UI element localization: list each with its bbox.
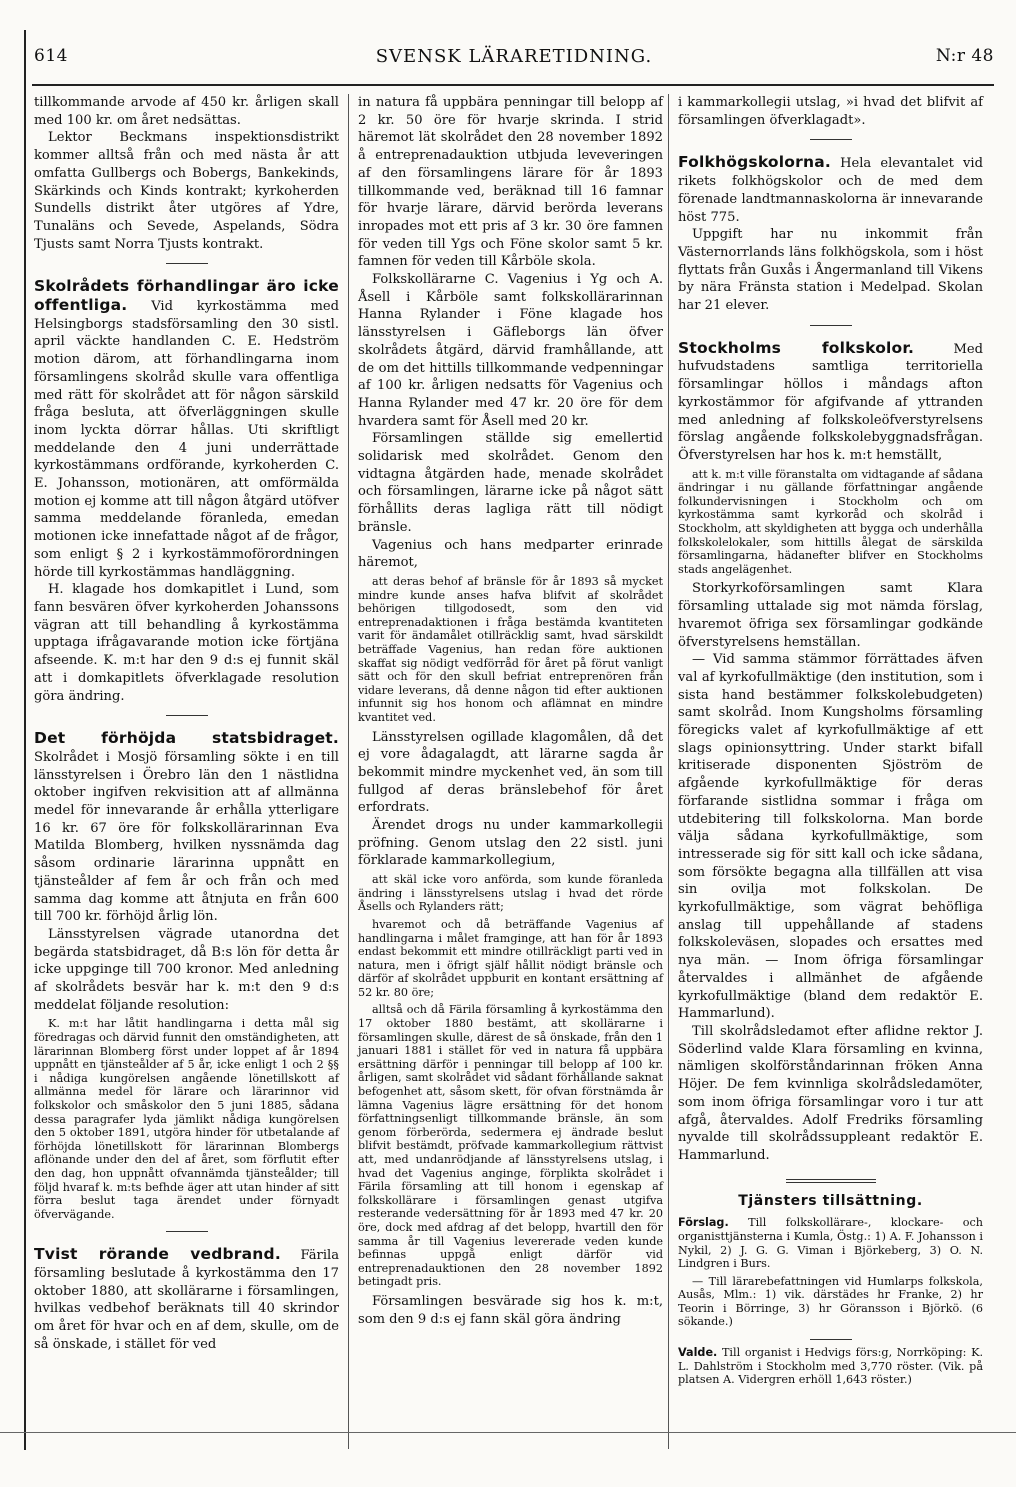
paragraph: Församlingen ställde sig emellertid solidarisk med skolrådet. Genom den vidtagna åtgärden hade, menade skolrådet och församlingen, lärarne icke på något sätt förhållits deras lagliga rätt till nödigt bränsle.: [358, 431, 663, 535]
quoted-text: att deras behof af bränsle för år 1893 så mycket mindre kunde anses hafva blifvit af skolrådet behörigen tillgodosedt, som den vid entreprenadaktionen i fråga bestämda kvantiteten varit för ändamålet otillräcklig samt, hvad särskildt beträffade Vagenius, han redan före auktionen skaffat sig nödigt vedförråd för året på förut vanligt sätt och för den skull befriat entreprenören från vidare leverans, då denne någon tid efter auktionen infunnit sig hos honom och aflämnat en mindre kvantitet ved.: [358, 574, 663, 724]
journal-title: SVENSK LÄRARETIDNING.: [375, 46, 653, 67]
header-rule: [32, 84, 994, 86]
quoted-text: hvaremot och då beträffande Vagenius af handlingarna i målet framginge, att han för år 1893 endast bekommit ett mindre otillräckligt parti ved in natura, men i öfrigt själf hållit nödigt bränsle och därför af skolrådet uppburit en kontant ersättning af 52 kr. 80 öre;: [358, 917, 663, 999]
paragraph: Lektor Beckmans inspektionsdistrikt kommer alltså från och med nästa år att omfatta Gullbergs och Bobergs, Bankekinds, Skärkinds och Kinds kontrakt; kyrkoherden Sundells distrikt åter utgöres af Ydre, Tunaläns och Sevede, Aspelands, Södra Tjusts samt Norra Tjusts kontrakt.: [34, 130, 339, 252]
article-text: Hela elevantalet vid rikets folkhögskolor och de med dem förenade landtmannaskolorna är innevarande höst 775.: [678, 156, 983, 225]
article-text: Med hufvudstadens samtliga territoriella församlingar höllos i måndags afton kyrkostämmor för afgifvande af yttranden med anledning af folkskoleöfverstyrelsens förslag angående folkskolebyggnadsfrågan. Öfverstyrelsen har hos k. m:t hemställt,: [678, 341, 983, 463]
paragraph: Till skolrådsledamot efter aflidne rektor J. Söderlind valde Klara församling en kvinna, nämligen skolförståndarinnan fröken Anna Höjer. De fem kvinnliga skolrådsledamöter, som inom öfriga församlingar voro i tur att afgå, återvaldes. Adolf Fredriks församling nyvalde till skolrådssuppleant redaktör E. Hammarlund.: [678, 1023, 983, 1163]
page-header: [34, 46, 994, 76]
bottom-rule: [0, 1432, 1016, 1433]
section-heading: Tjänsters tillsättning.: [738, 1192, 923, 1209]
appointment-entry: [678, 1216, 983, 1270]
article-heading: Folkhögskolorna.: [678, 153, 831, 172]
paragraph: in natura få uppbära penningar till belopp af 2 kr. 50 öre för hvarje skrinda. I strid häremot lät skolrådet den 28 november 1892 å entreprenadauktion utbjuda leveveringen af den församlingens lärare för år 1893 tillkommande ved, beräknad till 16 famnar för hvarje lärare, därvid berörda leverans inropades mot ett pris af 3 kr. 30 öre famnen för veden till Ygs och Föne skolor samt 5 kr. famnen för veden till Kårböle skola.: [358, 95, 663, 270]
article-text: Färila församling beslutade å kyrkostämma den 17 oktober 1880, att skollärarne i församlingen, hvilkas vedbehof beräknats till 40 skrindor om året för hvar och en af dem, skulle, om de så önskade, i stället för ved: [34, 1248, 339, 1352]
separator: [810, 1339, 852, 1340]
entry-label: Förslag.: [678, 1216, 729, 1230]
paragraph: H. klagade hos domkapitlet i Lund, som fann besvären öfver kyrkoherden Johanssons vägran att till behandling å kyrkostämma upptaga ifrågavarande motion icke förtjäna afseende. K. m:t har den 9 d:s ej funnit skäl att i domkapitlets öfverklagade resolution göra ändring.: [34, 582, 339, 704]
entry-label: Valde.: [678, 1346, 718, 1360]
paragraph: Storkyrkoförsamlingen samt Klara församling uttalade sig mot nämda förslag, hvaremot öfriga sex församlingar godkände öfverstyrelsens hemställan.: [678, 581, 983, 650]
article-heading: Skolrådets förhandlingar äro icke offentliga.: [34, 277, 339, 315]
paragraph: Länsstyrelsen ogillade klagomålen, då det ej vore ådagalagdt, att lärarne sagda år bekommit mindre myckenhet ved, än som till fullgod af deras bränslebehof för året erfordrats.: [358, 729, 663, 816]
column-2: [358, 94, 663, 1328]
article-text: Skolrådet i Mosjö församling sökte i en till länsstyrelsen i Örebro län den 1 nästlidna oktober ingifven rekvisition att af allmänna medel för innevarande år erhålla ytterligare 16 kr. 67 öre för folkskollärarinnan Eva Matilda Blomberg, hvilken nyssnämda dag såsom ordinarie lärarinna uppnått en tjänsteålder af fem år och från och med samma dag komme att åtnjuta en från 600 till 700 kr. förhöjd årlig lön.: [34, 749, 339, 925]
paragraph: Folkskollärarne C. Vagenius i Yg och A. Åsell i Kårböle samt folkskollärarinnan Hanna Rylander i Föne klagade hos länsstyrelsen i Gäfleborgs län öfver skolrådets åtgärd, därvid framhållande, att de om det hittills tillkommande vedpenningar af 100 kr. årligen nedsatts för Vagenius och Hanna Rylander med 47 kr. 20 öre för dem hvardera samt för Åsell med 20 kr.: [358, 272, 663, 429]
paragraph: Länsstyrelsen vägrade utanordna det begärda statsbidraget, då B:s lön för detta år icke uppginge till 700 kronor. Med anledning af skolrådets besvär har k. m:t den 9 d:s meddelat följande resolution:: [34, 926, 339, 1013]
separator: [166, 715, 208, 716]
quoted-text: alltså och då Färila församling å kyrkostämma den 17 oktober 1880 bestämt, att skollärarne i församlingen skulle, därest de så önskade, från den 1 januari 1881 i stället för ved in natura få uppbära ersättning därför i penningar till belopp af 100 kr. årligen, samt skolrådet vid sådant förhållande saknat befogenhet att, såsom skett, för ofvan förstnämda år lämna Vagenius lägre ersättning för det honom författningsenligt tillkommande bränsle, än som genom förberörda, sedermera ej ändrade beslut blifvit bestämdt, pröfvade kammarkollegium rättvist att, med undanrödjande af länsstyrelsens utslag, i hvad det Vagenius anginge, förplikta skolrådet i Färila församling att till honom i egenskap af folkskollärare i församlingen genast utgifva resterande vedersättning för år 1893 med 47 kr. 20 öre, dock med afdrag af det belopp, hvartill den för samma år till Vagenius levererade veden kunde befinnas uppgå enligt därför vid entreprenadauktionen den 28 november 1892 betingadt pris.: [358, 1003, 663, 1289]
column-divider: [348, 94, 349, 1449]
article-skolradets-forhandlingar: [34, 278, 339, 705]
paragraph: — Vid samma stämmor förrättades äfven val af kyrkofullmäktige (den institution, som i sista hand bestämmer folkskolebudgeten) samt skolråd. Inom Kungsholms församling föregicks valet af kyrkofullmäktige af ett slags opinionsyttring. Under starkt bifall kritiserade disponenten Sjöström de afgående kyrkofullmäktige för deras förfarande sistlidna sommar i fråga om utdebitering till folkskolorna. Man borde välja sådana kyrkofullmäktige, som intresserade sig för sitt kall och icke sådana, som försökte begagna alla tillfällen att visa sin ovilja mot folkskolan. De kyrkofullmäktige, som vägrat behöfliga anslag till uppehållande af stadens folkskoleväsen, slopades och ersattes med nya män. — Inom öfriga församlingar återvaldes i allmänhet de afgående kyrkofullmäktige (bland dem redaktör E. Hammarlund).: [678, 652, 983, 1022]
separator: [810, 325, 852, 326]
article-heading: Tvist rörande vedbrand.: [34, 1245, 281, 1264]
entry-text: Till folkskollärare-, klockare- och organisttjänsterna i Kumla, Östg.: 1) A. F. Johansson i Nykil, 2) J. G. G. Viman i Björkeberg, 3) O. N. Lindgren i Burs.: [678, 1216, 983, 1271]
column-divider: [668, 94, 669, 1449]
article-statsbidraget: [34, 730, 339, 1221]
separator: [810, 139, 852, 140]
paragraph: Ärendet drogs nu under kammarkollegii pröfning. Genom utslag den 22 sistl. juni förklarade kammarkollegium,: [358, 818, 663, 869]
double-separator: [786, 1179, 876, 1183]
article-folkhogskolorna: [678, 154, 983, 314]
issue-number: N:r 48: [935, 46, 994, 66]
paragraph: Uppgift har nu inkommit från Västernorrlands läns folkhögskola, som i höst flyttats från Guxås i Ångermanland till Vikens by nära Fränsta station i Medelpad. Skolan har 21 elever.: [678, 227, 983, 314]
separator: [166, 263, 208, 264]
article-stockholms-folkskolor: [678, 340, 983, 1165]
page-number: 614: [34, 46, 68, 66]
article-tvist-vedbrand: [34, 1246, 339, 1353]
article-heading: Det förhöjda statsbidraget.: [34, 729, 339, 748]
appointment-entry: [678, 1346, 983, 1387]
separator: [166, 1231, 208, 1232]
paragraph: tillkommande arvode af 450 kr. årligen skall med 100 kr. om året nedsättas.: [34, 95, 339, 128]
paragraph: i kammarkollegii utslag, »i hvad det blifvit af församlingen öfverklagadt».: [678, 95, 983, 128]
column-1: [34, 94, 339, 1354]
appointment-entry: — Till lärarebefattningen vid Humlarps folkskola, Ausås, Mlm.: 1) vik. därstädes hr Franke, 2) hr Teorin i Börringe, 3) hr Göransson i Björkö. (6 sökande.): [678, 1274, 983, 1329]
paragraph: Vagenius och hans medparter erinrade häremot,: [358, 537, 663, 571]
newspaper-page: [24, 30, 1000, 1450]
quoted-text: att skäl icke voro anförda, som kunde föranleda ändring i länsstyrelsens utslag i hvad det rörde Åsells och Rylanders rätt;: [358, 873, 663, 914]
article-tjansters-tillsattning: [678, 1193, 983, 1387]
entry-text: Till organist i Hedvigs förs:g, Norrköping: K. L. Dahlström i Stockholm med 3,770 röster. (Vik. på platsen A. Vidergren erhöll 1,643 röster.): [678, 1346, 983, 1387]
quoted-text: att k. m:t ville föranstalta om vidtagande af sådana ändringar i nu gällande författningar angående folkundervisningen i Stockholm och om kyrkostämma samt kyrkoråd och skolråd i Stockholm, att skyldigheten att bygga och underhålla folkskolelokaler, som hittills ålegat de särskilda församlingarna, hädanefter blifver en Stockholms stads angelägenhet.: [678, 467, 983, 576]
paragraph: Församlingen besvärade sig hos k. m:t, som den 9 d:s ej fann skäl göra ändring: [358, 1293, 663, 1327]
article-heading: Stockholms folkskolor.: [678, 338, 915, 357]
column-3: [678, 94, 983, 1391]
quoted-resolution: K. m:t har låtit handlingarna i detta mål sig föredragas och därvid funnit den omständigheten, att lärarinnan Blomberg först under loppet af år 1894 uppnått en tjänsteålder af 5 år, icke enligt 1 och 2 §§ i nådiga kungörelsen angående lönetillskott af allmänna medel för lärare och lärarinnor vid folkskolor och småskolor den 5 juni 1885, sådana dessa paragrafer lyda jämlikt nådiga kungörelsen den 5 oktober 1891, utgöra hinder för utbetalande af förhöjda lönetillskott för lärarinnan Blombergs aflönande under den del af året, som förflutit efter den dag, hon uppnått ofvannämda tjänsteålder; till följd hvaraf k. m:ts befhde äger att utan hinder af sitt förra beslut taga ärendet under förnyadt öfvervägande.: [34, 1017, 339, 1221]
article-text: Vid kyrkostämma med Helsingborgs stadsförsamling den 30 sistl. april väckte handlanden C. E. Hedström motion därom, att förhandlingarna inom församlingens skolråd skulle vara offentliga med rätt för skolrådet att för någon särskild fråga besluta, att öfverläggningen skulle inom lyckta dörrar hållas. Uti skriftligt meddelande den 4 juni underrättade kyrkostämmans ordförande, kyrkoherden C. E. Johansson, motionären, att omförmälda motion ej komme att till någon åtgärd utöfver samma meddelande föranleda, emedan motionen icke innefattade något af de frågor, som enligt § 2 i kyrkostämmoförordningen hörde till kyrkostämmas handläggning.: [34, 299, 339, 580]
